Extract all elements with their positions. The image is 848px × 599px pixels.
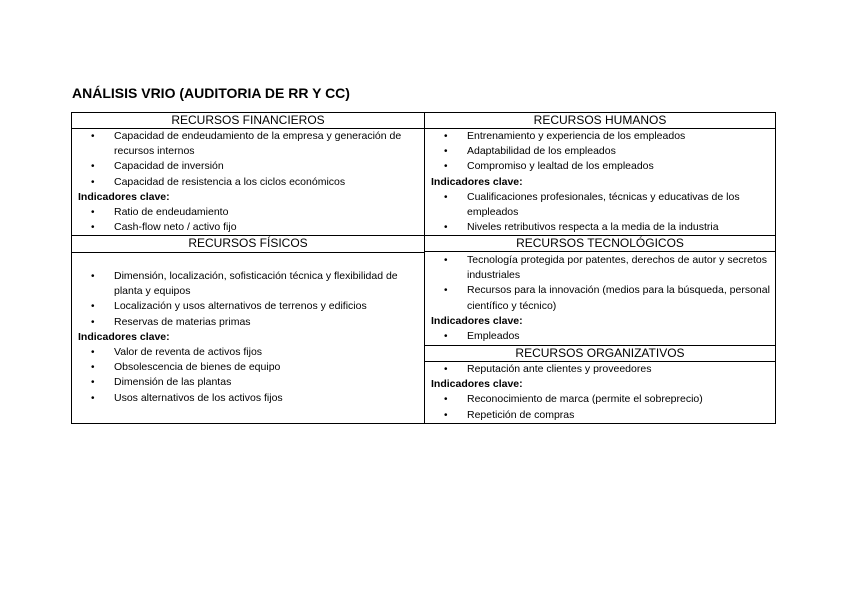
list-item: • Repetición de compras (425, 408, 771, 423)
list-item: • Cash-flow neto / activo fijo (72, 220, 420, 235)
cell-humanos (425, 129, 771, 235)
list-item: • Obsolescencia de bienes de equipo (72, 360, 420, 375)
cell-financieros (72, 129, 420, 235)
cell-fisicos (72, 269, 420, 406)
header-fisicos: RECURSOS FÍSICOS (188, 236, 308, 250)
header-tecnologicos: RECURSOS TECNOLÓGICOS (516, 236, 684, 250)
list-item: • Compromiso y lealtad de los empleados (425, 159, 771, 174)
cell-tecnologicos (425, 253, 771, 344)
list-item: • Reservas de materias primas (72, 315, 420, 330)
indicators-label: Indicadores clave: (431, 378, 523, 391)
list-item: • Reconocimiento de marca (permite el sobreprecio) (425, 392, 771, 407)
indicators-label: Indicadores clave: (431, 175, 523, 188)
list-item: • Dimensión, localización, sofisticación técnica y flexibilidad de planta y equipos (72, 269, 420, 299)
indicators-label: Indicadores clave: (431, 314, 523, 327)
list-item: • Capacidad de resistencia a los ciclos económicos (72, 175, 420, 190)
row-divider (72, 252, 424, 253)
header-financieros: RECURSOS FINANCIEROS (171, 113, 325, 127)
list-item: • Capacidad de endeudamiento de la empresa y generación de recursos internos (72, 129, 420, 159)
cell-organizativos (425, 362, 771, 423)
indicators-label: Indicadores clave: (78, 330, 170, 343)
header-organizativos: RECURSOS ORGANIZATIVOS (515, 346, 685, 360)
list-item: • Recursos para la innovación (medios para la búsqueda, personal científico y técnico) (425, 283, 771, 313)
page-title: ANÁLISIS VRIO (AUDITORIA DE RR Y CC) (72, 85, 350, 101)
row-divider (425, 251, 775, 252)
list-item: • Niveles retributivos respecta a la media de la industria (425, 220, 771, 235)
list-item: • Cualificaciones profesionales, técnicas y educativas de los empleados (425, 190, 771, 220)
header-humanos: RECURSOS HUMANOS (533, 113, 667, 127)
list-item: • Localización y usos alternativos de terrenos y edificios (72, 299, 420, 314)
list-item: • Capacidad de inversión (72, 159, 420, 174)
list-item: • Entrenamiento y experiencia de los empleados (425, 129, 771, 144)
list-item: • Dimensión de las plantas (72, 375, 420, 390)
vrio-table (71, 112, 776, 424)
list-item: • Valor de reventa de activos fijos (72, 345, 420, 360)
indicators-label: Indicadores clave: (78, 190, 170, 203)
list-item: • Adaptabilidad de los empleados (425, 144, 771, 159)
list-item: • Usos alternativos de los activos fijos (72, 391, 420, 406)
list-item: • Tecnología protegida por patentes, derechos de autor y secretos industriales (425, 253, 771, 283)
list-item: • Reputación ante clientes y proveedores (425, 362, 771, 377)
list-item: • Ratio de endeudamiento (72, 205, 420, 220)
list-item: • Empleados (425, 329, 771, 344)
